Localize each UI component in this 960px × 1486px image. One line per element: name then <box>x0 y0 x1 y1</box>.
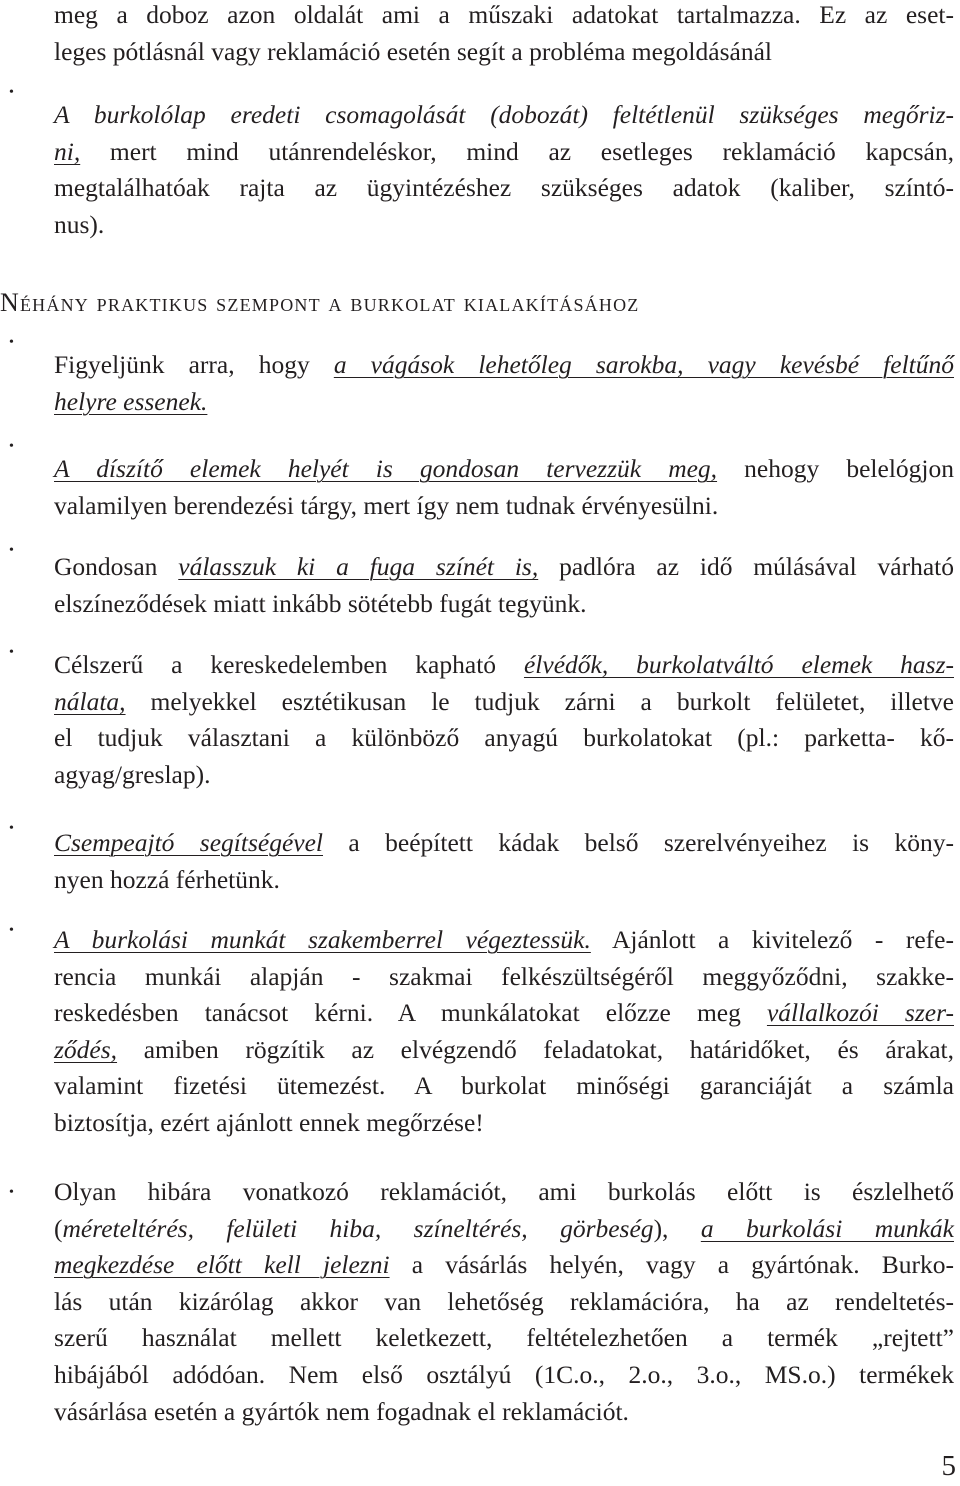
text-line <box>54 684 954 721</box>
underlined-text: megkezdése előtt kell jelezni <box>54 1250 390 1280</box>
plain-text: a vásárlás helyén, vagy a gyártónak. Burko- <box>389 1250 955 1280</box>
underlined-text: ni, <box>54 136 81 166</box>
bullet-marker: • <box>9 439 14 454</box>
underlined-text: Csempeajtó segítségével <box>54 828 324 857</box>
bullet-item-grout <box>54 549 954 622</box>
bullet-item-cuts <box>54 347 954 420</box>
underlined-text: a vágások lehetőleg sarokba, vagy kevésbé feltűnő <box>333 350 955 379</box>
bullet-item-edge-protectors <box>54 647 954 793</box>
plain-text: Gondosan <box>54 552 179 581</box>
plain-text: ), <box>653 1213 701 1243</box>
underlined-text: ződés, <box>54 1034 118 1064</box>
underlined-text: a burkolási munkák <box>700 1213 954 1243</box>
bullet-item-tile-door <box>54 825 954 898</box>
plain-text: Figyeljünk arra, hogy <box>54 350 334 379</box>
plain-text: nehogy belelógjon <box>717 454 954 483</box>
bullet-marker: • <box>9 645 14 660</box>
page-number: 5 <box>941 1450 956 1482</box>
underlined-text: A burkolási munkát szakemberrel végeztessük. <box>54 925 591 954</box>
text-line: lás után kizárólag akkor van lehetőség reklamációra, ha az rendeltetés- <box>54 1286 954 1316</box>
text-line <box>54 922 954 959</box>
plain-text: reskedésben tanácsot kérni. A munkálatokat előzze meg <box>54 998 767 1028</box>
bullet-marker: • <box>9 85 14 100</box>
text-line: Olyan hibára vonatkozó reklamációt, ami burkolás előtt is észlelhető <box>54 1177 954 1206</box>
text-line <box>54 1247 954 1284</box>
text-line <box>54 647 954 684</box>
plain-text: ( <box>54 1213 63 1243</box>
section-heading: Néhány praktikus szempont a burkolat kialakításához <box>0 288 640 317</box>
underlined-text: válasszuk ki a fuga színét is, <box>178 552 539 581</box>
underlined-text: helyre essenek. <box>54 386 208 416</box>
bullet-item-packaging <box>54 97 954 243</box>
text-line <box>54 1032 954 1069</box>
text-line <box>54 451 954 488</box>
bullet-marker: • <box>9 923 14 938</box>
plain-text: padlóra az idő múlásával várható <box>538 552 954 581</box>
plain-text: amiben rögzítik az elvégzendő feladatokat, határidőket, és árakat, <box>117 1034 954 1064</box>
bullet-item-complaints <box>54 1174 954 1430</box>
italic-text: A burkolólap eredeti csomagolását (dobozát) feltétlenül szükséges megőriz- <box>54 100 954 129</box>
text-line <box>54 995 954 1032</box>
underlined-text: vállalkozói szer- <box>766 998 954 1028</box>
text-line <box>54 549 954 586</box>
text-line: el tudjuk választani a különböző anyagú burkolatokat (pl.: parketta- kő- <box>54 723 954 753</box>
bullet-marker: • <box>9 335 14 350</box>
text-line: meg a doboz azon oldalát ami a műszaki adatokat tartalmazza. Ez az eset- <box>54 0 954 29</box>
plain-text: a beépített kádak belső szerelvényeihez is köny- <box>323 828 954 857</box>
text-line: agyag/greslap). <box>54 759 211 789</box>
text-line <box>54 384 954 421</box>
text-line: megtalálhatóak rajta az ügyintézéshez szükséges adatok (kaliber, színtó- <box>54 173 954 203</box>
plain-text: Célszerű a kereskedelemben kapható <box>54 650 524 679</box>
plain-text: melyekkel esztétikusan le tudjuk zárni a burkolt felületet, illetve <box>125 686 954 716</box>
bullet-item-decor <box>54 451 954 524</box>
italic-text: méreteltérés, felületi hiba, színeltérés, görbeség <box>62 1213 654 1243</box>
bullet-marker: • <box>9 1185 14 1200</box>
text-line: valamint fizetési ütemezést. A burkolat minőségi garanciáját a számla <box>54 1071 954 1101</box>
text-line: valamilyen berendezési tárgy, mert így nem tudnak érvényesülni. <box>54 490 719 520</box>
text-line: hibájából adódóan. Nem első osztályú (1C.o., 2.o., 3.o., MS.o.) termékek <box>54 1359 954 1389</box>
text-line: biztosítja, ezért ajánlott ennek megőrzése! <box>54 1107 484 1137</box>
text-line <box>54 97 954 134</box>
bullet-marker: • <box>9 543 14 558</box>
text-line: leges pótlásnál vagy reklamáció esetén segít a probléma megoldásánál <box>54 36 772 66</box>
intro-paragraph <box>54 0 954 70</box>
text-line <box>54 1211 954 1248</box>
text-line: nyen hozzá férhetünk. <box>54 864 280 894</box>
plain-text: Ajánlott a kivitelező - refe- <box>590 925 954 954</box>
text-line <box>54 134 954 171</box>
text-line: vásárlása esetén a gyártók nem fogadnak el reklamációt. <box>54 1396 629 1426</box>
text-line: elszíneződések miatt inkább sötétebb fugát tegyünk. <box>54 588 587 618</box>
text-line: szerű használat mellett keletkezett, feltételezhetően a termék „rejtett” <box>54 1323 954 1353</box>
plain-text: mert mind utánrendeléskor, mind az esetleges reklamáció kapcsán, <box>80 136 954 166</box>
text-line <box>54 825 954 862</box>
text-line <box>54 347 954 384</box>
bullet-marker: • <box>9 821 14 836</box>
text-line: rencia munkái alapján - szakmai felkészültségéről meggyőződni, szakke- <box>54 961 954 991</box>
underlined-text: A díszítő elemek helyét is gondosan tervezzük meg, <box>54 454 718 483</box>
bullet-item-professional <box>54 922 954 1142</box>
underlined-text: élvédők, burkolatváltó elemek hasz- <box>523 650 954 679</box>
text-line: nus). <box>54 209 105 239</box>
underlined-text: nálata, <box>54 686 126 716</box>
